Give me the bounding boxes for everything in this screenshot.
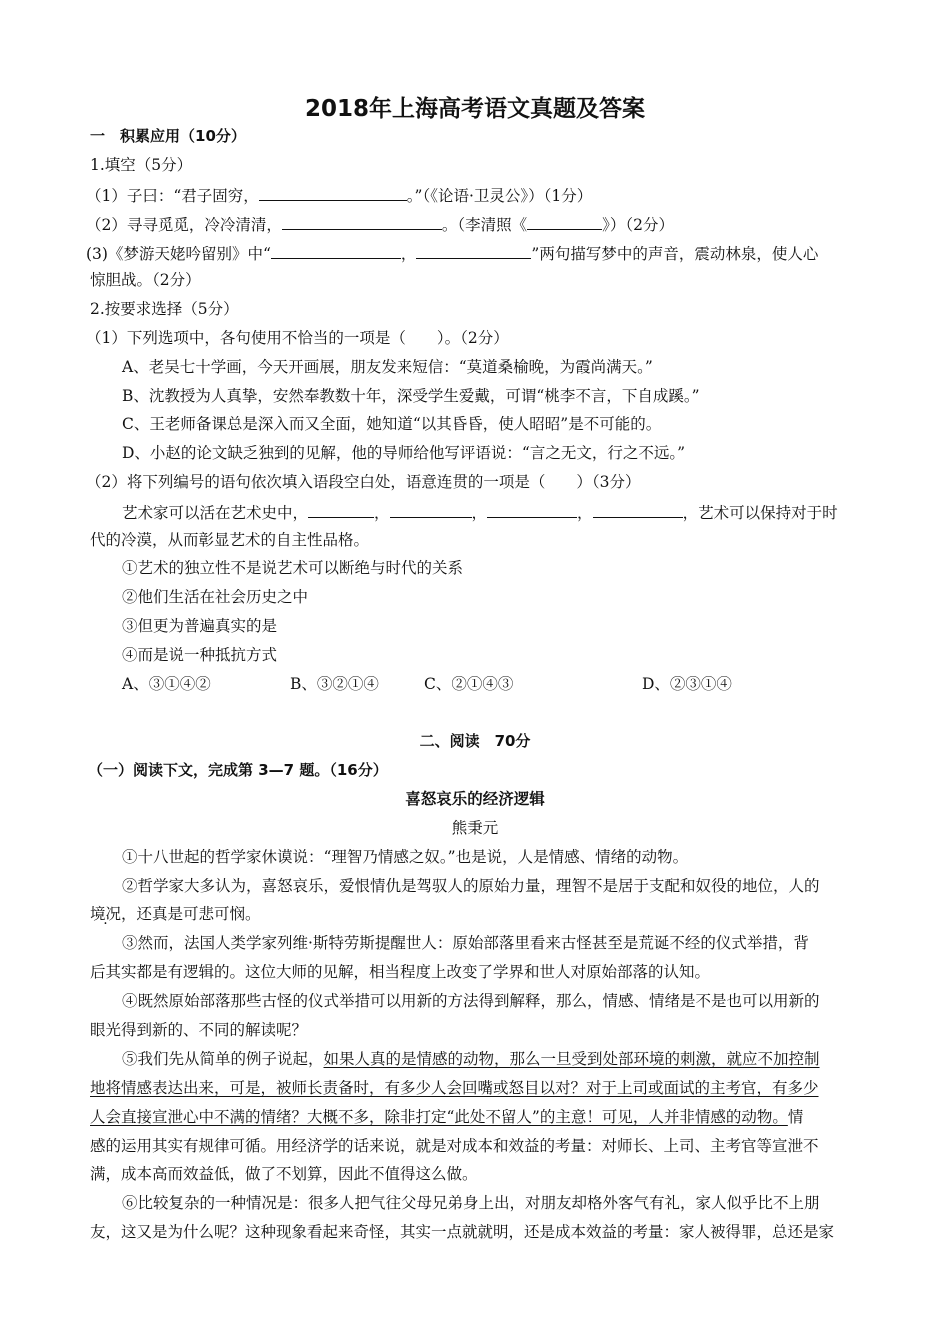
q2-sub1-option-a: A、老吴七十学画，今天开画展，朋友发来短信：“莫道桑榆晚，为霞尚满天。”: [122, 358, 653, 376]
paragraph-5-tail: 情: [787, 1108, 804, 1126]
part1-heading: 一 积累应用（10分）: [90, 127, 246, 145]
choice-a: A、③①④②: [122, 675, 211, 693]
q1-heading: 1.填空（5分）: [90, 156, 193, 174]
q1-item2-mid: 。（李清照《: [441, 216, 528, 234]
sentence-4: ④而是说一种抵抗方式: [122, 646, 278, 664]
answer-blank: [593, 501, 683, 518]
q1-item1: [86, 184, 950, 206]
choice-c: C、②①④③: [424, 675, 514, 693]
underlined-text: 如果人真的是情感的动物，那么一旦受到处部环境的刺激，就应不加控制: [323, 1050, 820, 1068]
choice-b: B、③②①④: [290, 675, 379, 693]
sentence-1: ①艺术的独立性不是说艺术可以断绝与时代的关系: [122, 559, 464, 577]
answer-blank: [527, 213, 602, 230]
page-title: 2018年上海高考语文真题及答案: [304, 96, 645, 122]
q2-heading: 2.按要求选择（5分）: [90, 300, 239, 318]
answer-blank: [259, 184, 407, 201]
q1-item3-comma: ，: [400, 245, 417, 263]
paragraph-4-line2: 眼光得到新的、不同的解读呢？: [90, 1021, 308, 1039]
paragraph-3-line1: ③然而，法国人类学家列维·斯特劳斯提醒世人：原始部落里看来古怪甚至是荒诞不经的仪式举措，背: [122, 934, 809, 952]
q2-sub2-stem: （2）将下列编号的语句依次填入语段空白处，语意连贯的一项是（ ）（3分）: [86, 473, 641, 491]
sentence-2: ②他们生活在社会历史之中: [122, 588, 309, 606]
article-author: 熊秉元: [451, 819, 499, 837]
q1-item2-post: 》）（2分）: [602, 216, 675, 234]
q2-sub1-stem: （1）下列选项中，各句使用不恰当的一项是（ ）。（2分）: [86, 329, 509, 347]
paragraph-5-plain: ⑤我们先从简单的例子说起，: [122, 1050, 324, 1068]
q1-item3: [86, 242, 950, 264]
q1-item3-pre: (3)《梦游天姥吟留别》中“: [86, 245, 271, 263]
answer-blank: [487, 501, 577, 518]
paragraph-5-line3: [90, 1107, 950, 1127]
underlined-text: 人会直接宣泄心中不满的情绪？大概不多，除非打定“此处不留人”的主意！可见，人并非情感的动物。: [90, 1108, 788, 1126]
choice-d: D、②③①④: [642, 675, 732, 693]
paragraph-2-line2: [90, 904, 950, 924]
paragraph-5-line4: 感的运用其实有规律可循。用经济学的话来说，就是对成本和效益的考量：对师长、上司、主考官等宣泄不: [90, 1137, 819, 1155]
q2-sub1-option-c: C、王老师备课总是深入而又全面，她知道“以其昏昏，使人昭昭”是不可能的。: [122, 415, 662, 433]
q2-sub2-passage: 艺术家可以活在艺术史中， ， ， ， ，艺术可以保持对于时: [122, 501, 950, 523]
paragraph-6-line1: ⑥比较复杂的一种情况是：很多人把气往父母兄弟身上出，对朋友却格外客气有礼，家人似乎比不上朋: [122, 1194, 820, 1212]
passage-start: 艺术家可以活在艺术史中，: [122, 504, 309, 522]
paragraph-5-line2: [90, 1078, 950, 1098]
answer-blank: [271, 242, 401, 259]
part2-heading: 二、阅读 70分: [419, 732, 531, 750]
answer-blank: [416, 242, 531, 259]
dotted-word: 境况: [90, 905, 122, 923]
q2-sub1-option-b: B、沈教授为人真挚，安然奉教数十年，深受学生爱戴，可谓“桃李不言，下自成蹊。”: [122, 387, 700, 405]
paragraph-4-line1: ④既然原始部落那些古怪的仪式举措可以用新的方法得到解释，那么，情感、情绪是不是也可以用新的: [122, 992, 820, 1010]
q1-item2-pre: （2）寻寻觅觅，冷冷清清，: [86, 216, 282, 234]
section1-heading: （一）阅读下文，完成第 3—7 题。（16分）: [88, 761, 388, 779]
sentence-3: ③但更为普遍真实的是: [122, 617, 278, 635]
underlined-text: 地将情感表达出来，可是，被师长责备时，有多少人会回嘴或怒目以对？对于上司或面试的主考官，有多少: [90, 1079, 819, 1097]
answer-blank: [390, 501, 472, 518]
paragraph-6-line2: 友，这又是为什么呢？这种现象看起来奇怪，其实一点就就明，还是成本效益的考量：家人被得罪，总还是家: [90, 1223, 835, 1241]
paragraph-2-rest: ，还真是可悲可悯。: [121, 905, 261, 923]
paragraph-3-line2: 后其实都是有逻辑的。这位大师的见解，相当程度上改变了学界和世人对原始部落的认知。: [90, 963, 711, 981]
paragraph-5-line5: 满，成本高而效益低，做了不划算，因此不值得这么做。: [90, 1165, 478, 1183]
q1-item3-post: ”两句描写梦中的声音，震动林泉，使人心: [531, 245, 819, 263]
q1-item1-post: 。”（《论语·卫灵公》）（1分）: [406, 187, 593, 205]
answer-blank: [308, 501, 374, 518]
q1-item2: [86, 213, 950, 235]
paragraph-2-line1: ②哲学家大多认为，喜怒哀乐，爱恨情仇是驾驭人的原始力量，理智不是居于支配和奴役的地位，人的: [122, 877, 820, 895]
q1-item1-pre: （1）子曰：“君子固穷，: [86, 187, 259, 205]
paragraph-5-line1: [122, 1049, 950, 1069]
article-title: 喜怒哀乐的经济逻辑: [405, 790, 545, 808]
q1-item3-cont: 惊胆战。（2分）: [90, 271, 201, 289]
passage-end: ，艺术可以保持对于时: [682, 504, 838, 522]
answer-blank: [282, 213, 442, 230]
q2-sub1-option-d: D、小赵的论文缺乏独到的见解，他的导师给他写评语说：“言之无文，行之不远。”: [122, 444, 686, 462]
paragraph-1: ①十八世起的哲学家休谟说：“理智乃情感之奴。”也是说，人是情感、情绪的动物。: [122, 848, 689, 866]
q2-sub2-passage-cont: 代的冷漠，从而彰显艺术的自主性品格。: [90, 531, 370, 549]
